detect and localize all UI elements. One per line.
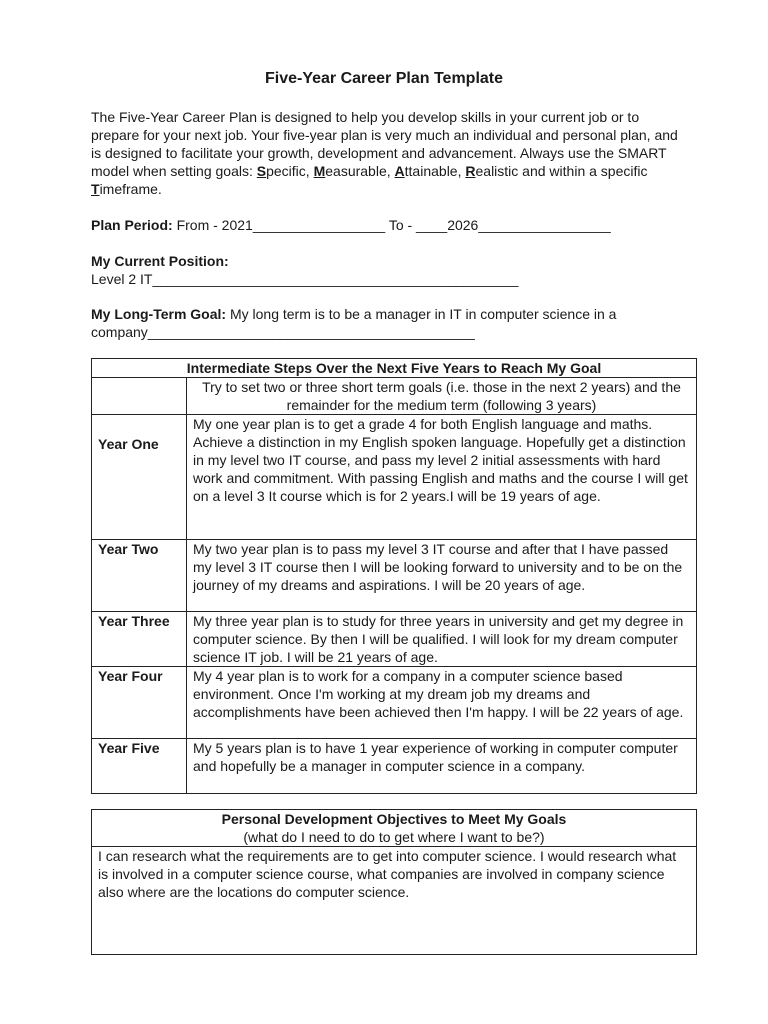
table-row [92,540,697,612]
long-term-goal-label: My Long-Term Goal: [91,306,227,322]
year-description: My two year plan is to pass my level 3 IT course and after that I have passed my level 3 IT course then I will be looking forward to university and to be on the journey of my dreams and aspirations. I will be 20 years of age. [187,540,697,612]
smart-s-rest: pecific, [266,163,314,179]
smart-a: A [394,163,405,179]
intro-text: The Five-Year Career Plan is designed to help you develop skills in your current job or to prepare for your next job. Your five-year plan is very much an individual and personal plan, and is designed to facilitate your growth, development and advancement. Always use the SMART model when setting goals: [91,109,678,179]
year-description: My 4 year plan is to work for a company in a computer science based environment. Once I'm working at my dream job my dreams and accomplishments have been achieved then I'm happy. I will be 22 years of age. [187,667,697,739]
year-description: My three year plan is to study for three years in university and get my degree in computer science. By then I will be qualified. I will look for my dream computer science IT job. I will be 21 years of age. [187,612,697,667]
current-position-label: My Current Position: [91,253,229,269]
table-row [92,415,697,540]
table-row [92,739,697,794]
pdo-header: Personal Development Objectives to Meet My Goals [221,811,567,827]
plan-period-label: Plan Period: [91,217,173,233]
year-label: Year Five [92,739,187,794]
smart-t: T [91,181,100,197]
pdo-subheader: (what do I need to do to get where I want to be?) [243,829,545,845]
subheader-spacer [92,378,187,415]
intro-paragraph [91,108,691,198]
steps-table-header: Intermediate Steps Over the Next Five Years to Reach My Goal [92,359,697,378]
long-term-goal-value-cont: company__________________________________________ [91,324,475,340]
year-description: My one year plan is to get a grade 4 for both English language and maths. Achieve a distinction in my English spoken language. Hopefully get a distinction in my level two IT course, and pass my level 2 initial assessments with hard work and commitment. With passing English and maths and the course I will get on a level 3 It course which is for 2 years.I will be 19 years of age. [187,415,697,540]
smart-r: R [465,163,476,179]
pdo-content-row [92,847,697,955]
year-description: My 5 years plan is to have 1 year experience of working in computer computer and hopefully be a manager in computer science in a company. [187,739,697,794]
page-title: Five-Year Career Plan Template [264,70,504,87]
smart-a-rest: ttainable, [404,163,462,179]
smart-t-rest: imeframe. [99,181,162,197]
smart-m: M [313,163,326,179]
table-subheader-row [92,378,697,415]
pdo-header-row [92,810,697,847]
table-row [92,667,697,739]
year-label: Year Four [92,667,187,739]
pdo-header-cell [92,810,697,847]
smart-m-rest: easurable, [325,163,395,179]
personal-development-table [91,809,697,955]
year-label: Year Two [92,540,187,612]
pdo-content: I can research what the requirements are to get into computer science. I would research what is involved in a computer science course, what companies are involved in company science also where are the locations do computer science. [92,847,697,955]
long-term-goal-value: My long term is to be a manager in IT in computer science in a [226,306,617,322]
plan-period-line [91,216,611,234]
year-label: Year Three [92,612,187,667]
long-term-goal-line [91,305,616,323]
current-position-value: Level 2 IT_______________________________________________ [91,271,519,287]
plan-period-value: From - 2021_________________ To - ____2026_________________ [172,217,611,233]
table-header-row [92,359,697,378]
smart-s: S [256,163,267,179]
smart-r-rest: ealistic and within a specific [475,163,648,179]
intermediate-steps-table [91,358,697,794]
steps-table-subheader: Try to set two or three short term goals (i.e. those in the next 2 years) and the remainder for the medium term (following 3 years) [187,378,697,415]
year-label: Year One [92,415,187,540]
table-row [92,612,697,667]
